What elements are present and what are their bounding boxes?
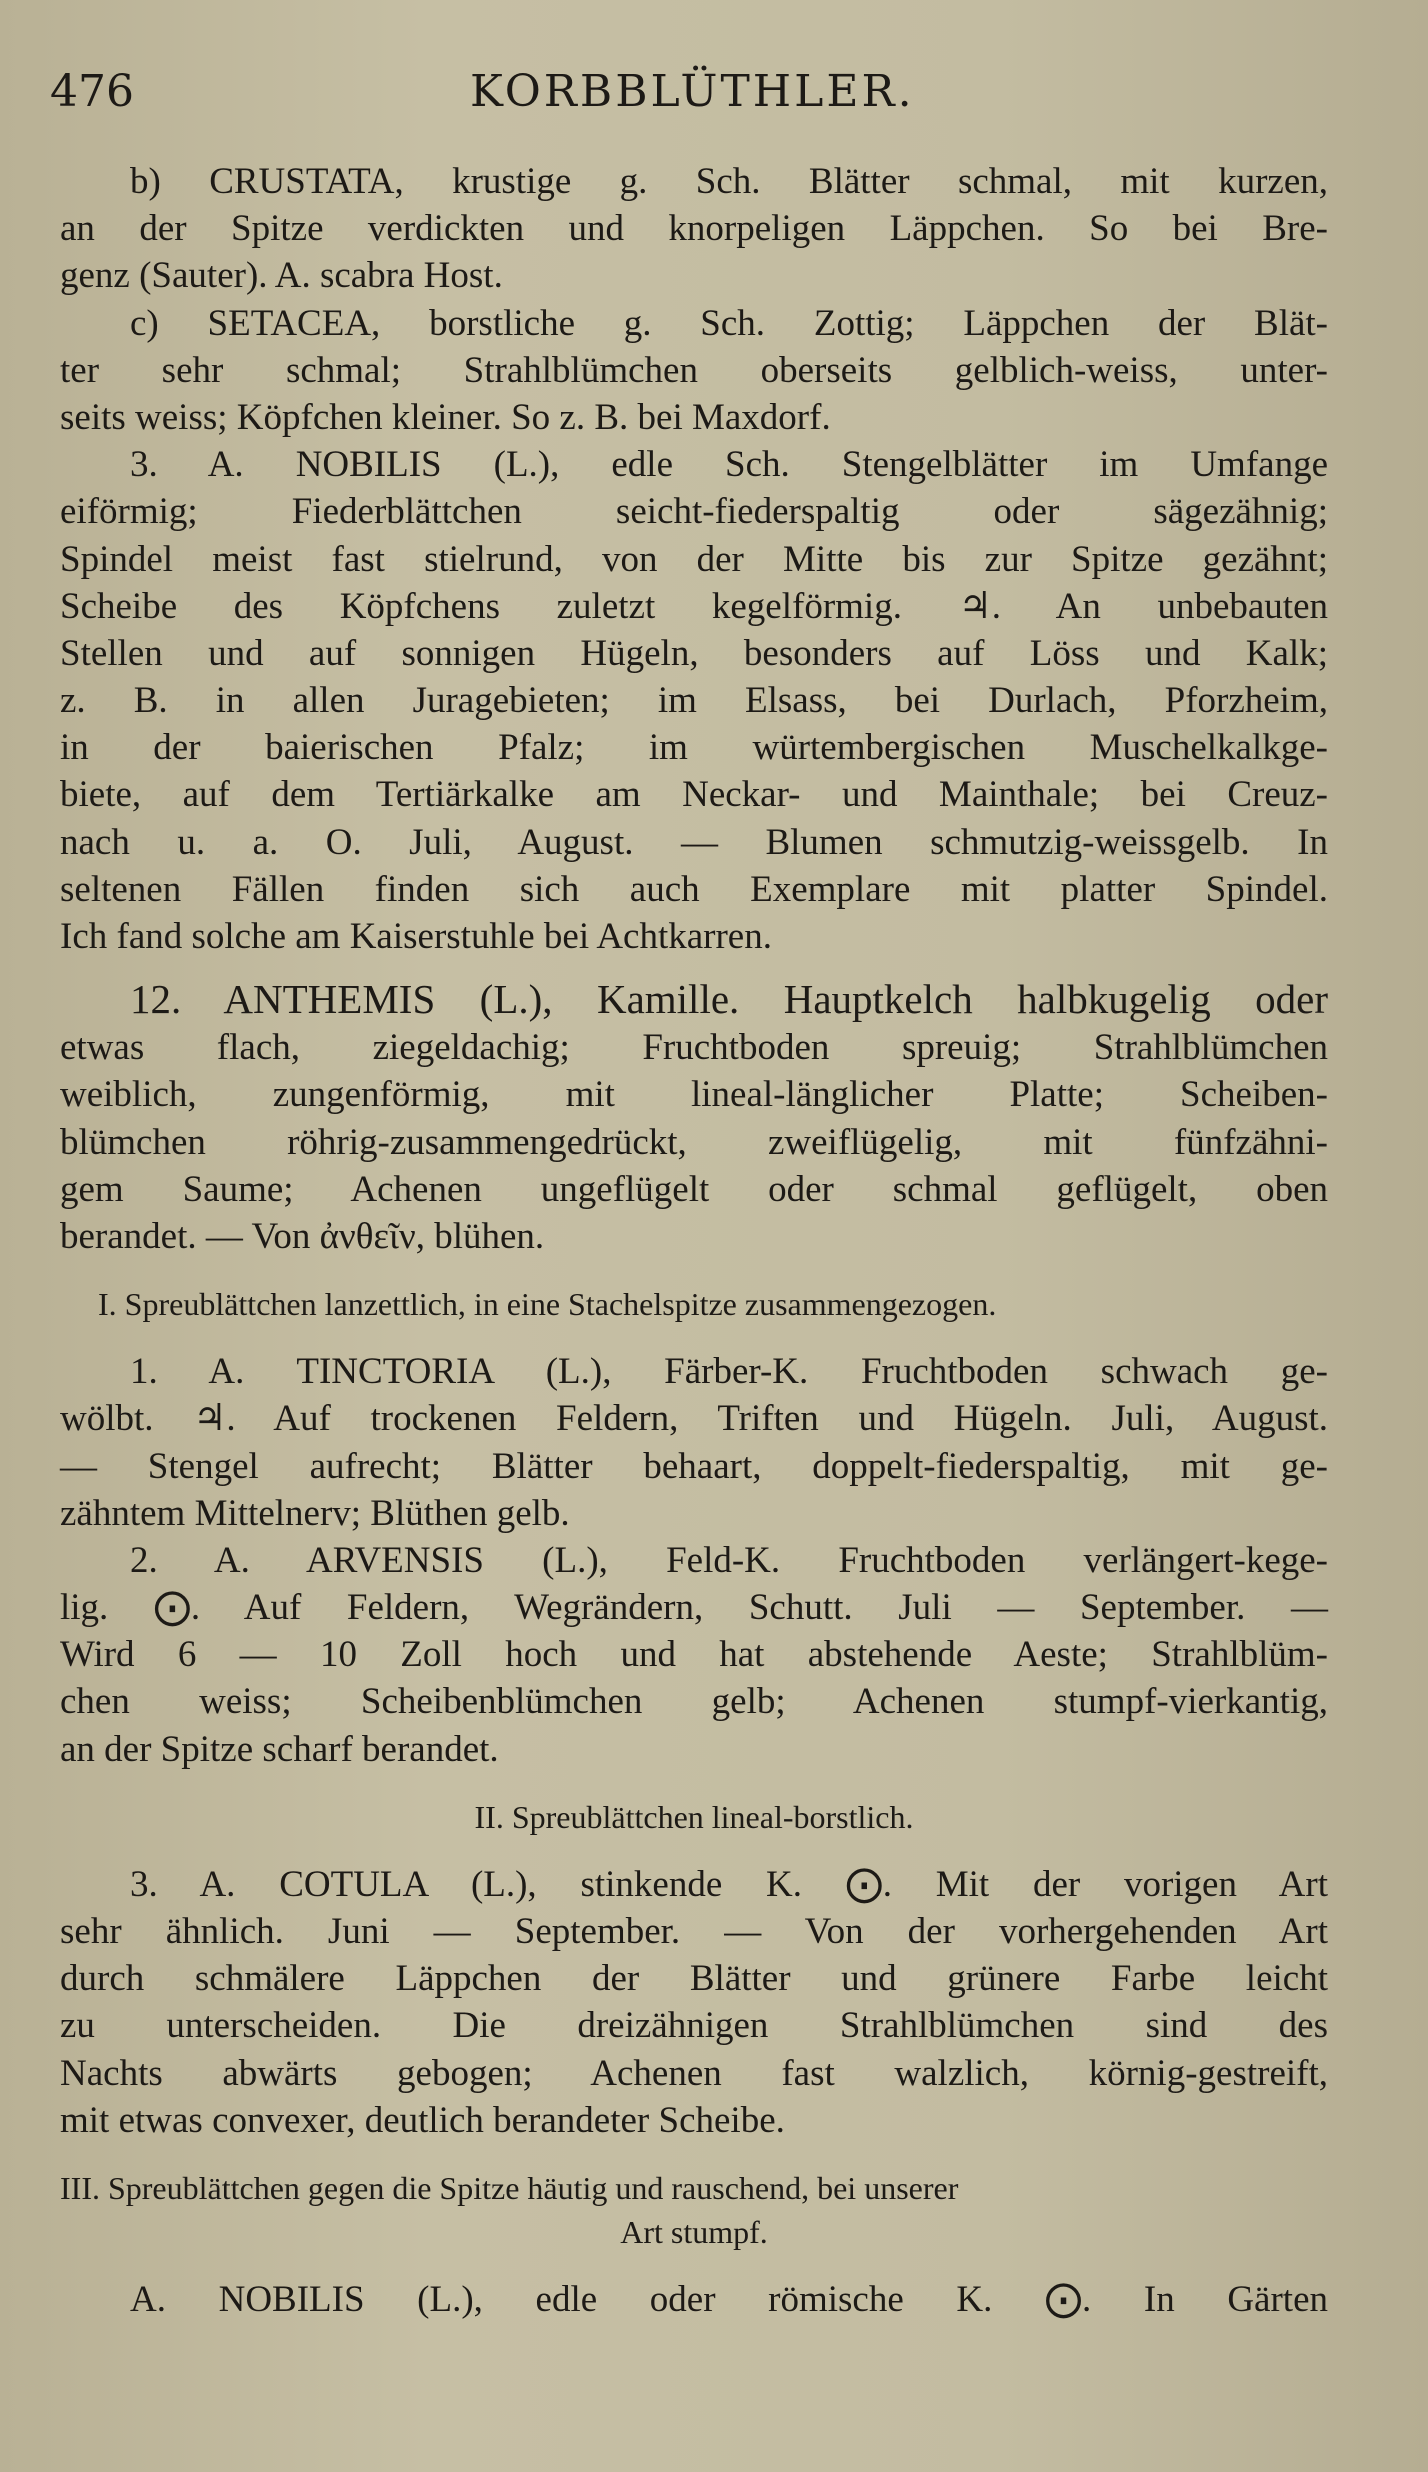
text-line: eiförmig; Fiederblättchen seicht-fiederspaltig oder sägezähnig; [60, 491, 1328, 533]
text-line: wölbt. ♃. Auf trockenen Feldern, Triften und Hügeln. Juli, August. [60, 1398, 1328, 1440]
paragraph-crustata [60, 158, 1328, 300]
section-heading-line: III. Spreublättchen gegen die Spitze häutig und rauschend, bei unserer [60, 2169, 959, 2206]
text-line: z. B. in allen Juragebieten; im Elsass, bei Durlach, Pforzheim, [60, 680, 1328, 722]
text-line: genz (Sauter). A. scabra Host. [60, 255, 503, 297]
text-line: berandet. — Von ἀνθεῖν, blühen. [60, 1215, 545, 1257]
text-line: an der Spitze verdickten und knorpeligen Läppchen. So bei Bre- [60, 208, 1328, 250]
text-line: Ich fand solche am Kaiserstuhle bei Achtkarren. [60, 916, 772, 957]
paragraph-anthemis-nobilis [60, 2276, 1328, 2323]
section-heading-2: II. Spreublättchen lineal-borstlich. [474, 1798, 914, 1835]
paragraph-anthemis-arvensis [60, 1537, 1328, 1773]
paragraph-setacea [60, 300, 1328, 442]
text-line: b) CRUSTATA, krustige g. Sch. Blätter schmal, mit kurzen, [130, 161, 1328, 202]
text-line: seits weiss; Köpfchen kleiner. So z. B. bei Maxdorf. [60, 396, 831, 438]
text-line: sehr ähnlich. Juni — September. — Von der vorhergehenden Art [60, 1911, 1328, 1952]
text-line: Wird 6 — 10 Zoll hoch und hat abstehende Aeste; Strahlblüm- [60, 1634, 1328, 1676]
text-line: ter sehr schmal; Strahlblümchen oberseits gelblich-weiss, unter- [60, 349, 1328, 391]
section-heading-line: Art stumpf. [620, 2213, 768, 2250]
text-line: zu unterscheiden. Die dreizähnigen Strahlblümchen sind des [60, 2005, 1328, 2047]
text-line: zähntem Mittelnerv; Blüthen gelb. [60, 1492, 570, 1534]
text-line: Nachts abwärts gebogen; Achenen fast walzlich, körnig-gestreift, [60, 2052, 1328, 2094]
text-line: lig. ⨀. Auf Feldern, Wegrändern, Schutt. Juli — September. — [60, 1587, 1328, 1629]
text-line: A. NOBILIS (L.), edle oder römische K. ⨀. In Gärten [130, 2278, 1328, 2320]
text-line: chen weiss; Scheibenblümchen gelb; Achenen stumpf-vierkantig, [60, 1681, 1328, 1723]
paragraph-anthemis-cotula [60, 1861, 1328, 2144]
text-line: — Stengel aufrecht; Blätter behaart, doppelt-fiederspaltig, mit ge- [60, 1445, 1328, 1487]
text-line: Spindel meist fast stielrund, von der Mitte bis zur Spitze gezähnt; [60, 538, 1328, 580]
text-line: weiblich, zungenförmig, mit lineal-länglicher Platte; Scheiben- [60, 1074, 1328, 1116]
paragraph-anthemis-genus [60, 974, 1328, 1260]
text-line: etwas flach, ziegeldachig; Fruchtboden spreuig; Strahlblümchen [60, 1027, 1328, 1069]
paragraph-anthemis-tinctoria [60, 1348, 1328, 1537]
text-line: durch schmälere Läppchen der Blätter und grünere Farbe leicht [60, 1958, 1328, 2000]
page-number: 476 [50, 66, 134, 117]
text-line: Scheibe des Köpfchens zuletzt kegelförmig. ♃. An unbebauten [60, 585, 1328, 627]
text-line: seltenen Fällen finden sich auch Exemplare mit platter Spindel. [60, 868, 1328, 910]
text-line: Stellen und auf sonnigen Hügeln, besonders auf Löss und Kalk; [60, 632, 1328, 674]
text-line: gem Saume; Achenen ungeflügelt oder schmal geflügelt, oben [60, 1168, 1328, 1210]
text-line: biete, auf dem Tertiärkalke am Neckar- und Mainthale; bei Creuz- [60, 774, 1328, 816]
section-heading-3 [60, 2166, 1328, 2254]
text-line: 1. A. TINCTORIA (L.), Färber-K. Fruchtboden schwach ge- [130, 1351, 1328, 1393]
text-line: nach u. a. O. Juli, August. — Blumen schmutzig-weissgelb. In [60, 821, 1328, 863]
paragraph-achillea-nobilis [60, 441, 1328, 960]
text-line: c) SETACEA, borstliche g. Sch. Zottig; Läppchen der Blät- [130, 302, 1328, 344]
text-line: in der baierischen Pfalz; im würtembergischen Muschelkalkge- [60, 727, 1328, 769]
running-title: KORBBLÜTHLER. [470, 66, 915, 117]
text-line: an der Spitze scharf berandet. [60, 1728, 499, 1770]
text-line: 2. A. ARVENSIS (L.), Feld-K. Fruchtboden verlängert-kege- [130, 1539, 1328, 1581]
page-header [50, 66, 1348, 126]
genus-heading-line: 12. ANTHEMIS (L.), Kamille. Hauptkelch halbkugelig oder [130, 976, 1328, 1023]
page-body [60, 158, 1328, 2323]
text-line: 3. A. COTULA (L.), stinkende K. ⨀. Mit der vorigen Art [130, 1863, 1328, 1905]
section-heading-1: I. Spreublättchen lanzettlich, in eine Stachelspitze zusammengezogen. [98, 1286, 997, 1323]
text-line: mit etwas convexer, deutlich berandeter Scheibe. [60, 2099, 785, 2141]
text-line: 3. A. NOBILIS (L.), edle Sch. Stengelblätter im Umfange [130, 444, 1328, 486]
text-line: blümchen röhrig-zusammengedrückt, zweiflügelig, mit fünfzähni- [60, 1121, 1328, 1163]
